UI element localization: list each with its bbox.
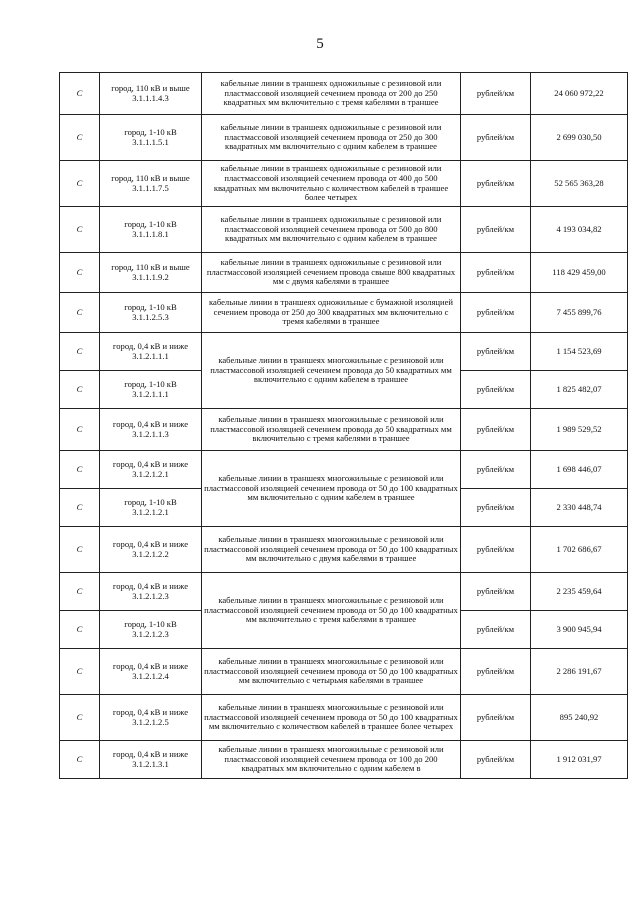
category-code: C — [60, 611, 100, 649]
description-cell: кабельные линии в траншеях многожильные с резиновой или пластмассовой изоляцией сечением провода от 50 до 100 квадратных мм включительно с двумя кабелями в траншее — [202, 527, 461, 573]
category-code: C — [60, 527, 100, 573]
territory-cell — [100, 293, 202, 333]
description-cell: кабельные линии в траншеях многожильные с резиновой или пластмассовой изоляцией сечением провода от 50 до 100 квадратных мм включительно с количеством кабелей в траншее более четырех — [202, 695, 461, 741]
value-cell: 2 330 448,74 — [531, 489, 628, 527]
page-number: 5 — [316, 36, 324, 52]
table-row — [60, 333, 628, 371]
category-code: C — [60, 161, 100, 207]
unit-cell: рублей/км — [461, 207, 531, 253]
territory-cell — [100, 741, 202, 779]
territory-text: город, 1-10 кВ — [124, 218, 177, 229]
description-cell: кабельные линии в траншеях одножильные с бумажной изоляцией сечением провода от 250 до 300 квадратных мм включительно с тремя кабелями в траншее — [202, 293, 461, 333]
value-cell: 1 825 482,07 — [531, 371, 628, 409]
description-cell: кабельные линии в траншеях многожильные с резиновой или пластмассовой изоляцией сечением провода от 100 до 200 квадратных мм включительно с одним кабелем в — [202, 741, 461, 779]
territory-cell — [100, 573, 202, 611]
description-cell: кабельные линии в траншеях одножильные с резиновой или пластмассовой изоляцией сечением провода свыше 800 квадратных мм с двумя кабелями в траншее — [202, 253, 461, 293]
territory-cell — [100, 371, 202, 409]
territory-text: город, 1-10 кВ — [124, 126, 177, 137]
territory-text: город, 0,4 кВ и ниже — [112, 748, 189, 759]
territory-cell — [100, 115, 202, 161]
index-code: 3.1.2.1.2.2 — [132, 548, 169, 559]
territory-cell — [100, 649, 202, 695]
index-code: 3.1.2.1.1.1 — [132, 388, 169, 399]
unit-cell: рублей/км — [461, 115, 531, 161]
category-code: C — [60, 333, 100, 371]
value-cell: 24 060 972,22 — [531, 73, 628, 115]
table-row — [60, 207, 628, 253]
territory-text: город, 0,4 кВ и ниже — [112, 660, 189, 671]
table-row — [60, 695, 628, 741]
description-cell: кабельные линии в траншеях одножильные с резиновой или пластмассовой изоляцией сечением провода от 250 до 300 квадратных мм включительно с одним кабелем в траншее — [202, 115, 461, 161]
description-cell: кабельные линии в траншеях многожильные с резиновой или пластмассовой изоляцией сечением провода от 50 до 100 квадратных мм включительно с четырьмя кабелями в траншее — [202, 649, 461, 695]
category-code: C — [60, 115, 100, 161]
index-code: 3.1.2.1.2.5 — [132, 716, 169, 727]
value-cell: 2 235 459,64 — [531, 573, 628, 611]
value-cell: 1 154 523,69 — [531, 333, 628, 371]
description-cell: кабельные линии в траншеях многожильные с резиновой или пластмассовой изоляцией сечением провода до 50 квадратных мм включительно с одним кабелем в траншее — [202, 333, 461, 409]
value-cell: 1 698 446,07 — [531, 451, 628, 489]
territory-cell — [100, 409, 202, 451]
value-cell: 4 193 034,82 — [531, 207, 628, 253]
value-cell: 52 565 363,28 — [531, 161, 628, 207]
table-row — [60, 451, 628, 489]
unit-cell: рублей/км — [461, 741, 531, 779]
territory-cell — [100, 611, 202, 649]
category-code: C — [60, 73, 100, 115]
unit-cell: рублей/км — [461, 293, 531, 333]
territory-text: город, 0,4 кВ и ниже — [112, 458, 189, 469]
value-cell: 3 900 945,94 — [531, 611, 628, 649]
unit-cell: рублей/км — [461, 695, 531, 741]
territory-cell — [100, 73, 202, 115]
category-code: C — [60, 293, 100, 333]
category-code: C — [60, 451, 100, 489]
table-row — [60, 527, 628, 573]
category-code: C — [60, 695, 100, 741]
category-code: C — [60, 409, 100, 451]
index-code: 3.1.2.1.2.3 — [132, 628, 169, 639]
index-code: 3.1.2.1.2.3 — [132, 590, 169, 601]
description-cell: кабельные линии в траншеях одножильные с резиновой или пластмассовой изоляцией сечением провода от 200 до 250 квадратных мм включительно с тремя кабелями в траншее — [202, 73, 461, 115]
description-cell: кабельные линии в траншеях одножильные с резиновой или пластмассовой изоляцией сечением провода от 500 до 800 квадратных мм включительно с одним кабелем в траншее — [202, 207, 461, 253]
territory-cell — [100, 489, 202, 527]
value-cell: 1 702 686,67 — [531, 527, 628, 573]
unit-cell: рублей/км — [461, 73, 531, 115]
unit-cell: рублей/км — [461, 451, 531, 489]
unit-cell: рублей/км — [461, 409, 531, 451]
territory-text: город, 0,4 кВ и ниже — [112, 340, 189, 351]
category-code: C — [60, 207, 100, 253]
territory-cell — [100, 333, 202, 371]
territory-cell — [100, 451, 202, 489]
table-row — [60, 253, 628, 293]
index-code: 3.1.1.1.7.5 — [132, 182, 169, 193]
table-row — [60, 293, 628, 333]
index-code: 3.1.1.1.4.3 — [132, 92, 169, 103]
territory-text: город, 1-10 кВ — [124, 378, 177, 389]
index-code: 3.1.2.1.1.3 — [132, 428, 169, 439]
description-cell: кабельные линии в траншеях многожильные с резиновой или пластмассовой изоляцией сечением провода от 50 до 100 квадратных мм включительно с тремя кабелями в траншее — [202, 573, 461, 649]
unit-cell: рублей/км — [461, 161, 531, 207]
value-cell: 118 429 459,00 — [531, 253, 628, 293]
category-code: C — [60, 253, 100, 293]
index-code: 3.1.1.1.5.1 — [132, 136, 169, 147]
index-code: 3.1.1.1.8.1 — [132, 228, 169, 239]
value-cell: 1 989 529,52 — [531, 409, 628, 451]
table-row — [60, 161, 628, 207]
territory-text: город, 0,4 кВ и ниже — [112, 538, 189, 549]
index-code: 3.1.2.1.1.1 — [132, 350, 169, 361]
territory-text: город, 110 кВ и выше — [111, 82, 190, 93]
unit-cell: рублей/км — [461, 649, 531, 695]
description-cell: кабельные линии в траншеях многожильные с резиновой или пластмассовой изоляцией сечением провода до 50 квадратных мм включительно с тремя кабелями в траншее — [202, 409, 461, 451]
table-row — [60, 741, 628, 779]
unit-cell: рублей/км — [461, 489, 531, 527]
index-code: 3.1.2.1.2.4 — [132, 670, 169, 681]
territory-text: город, 1-10 кВ — [124, 618, 177, 629]
index-code: 3.1.2.1.3.1 — [132, 758, 169, 769]
unit-cell: рублей/км — [461, 611, 531, 649]
category-code: C — [60, 741, 100, 779]
description-cell: кабельные линии в траншеях многожильные с резиновой или пластмассовой изоляцией сечением провода от 50 до 100 квадратных мм включительно с одним кабелем в траншее — [202, 451, 461, 527]
tariff-table — [59, 72, 628, 779]
territory-cell — [100, 695, 202, 741]
value-cell: 895 240,92 — [531, 695, 628, 741]
unit-cell: рублей/км — [461, 371, 531, 409]
value-cell: 7 455 899,76 — [531, 293, 628, 333]
territory-text: город, 110 кВ и выше — [111, 172, 190, 183]
value-cell: 2 286 191,67 — [531, 649, 628, 695]
index-code: 3.1.2.1.2.1 — [132, 506, 169, 517]
territory-text: город, 1-10 кВ — [124, 496, 177, 507]
table-row — [60, 409, 628, 451]
table-row — [60, 649, 628, 695]
territory-cell — [100, 527, 202, 573]
territory-text: город, 0,4 кВ и ниже — [112, 418, 189, 429]
unit-cell: рублей/км — [461, 333, 531, 371]
territory-text: город, 110 кВ и выше — [111, 261, 190, 272]
index-code: 3.1.1.2.5.3 — [132, 311, 169, 322]
value-cell: 1 912 031,97 — [531, 741, 628, 779]
territory-text: город, 0,4 кВ и ниже — [112, 706, 189, 717]
unit-cell: рублей/км — [461, 253, 531, 293]
category-code: C — [60, 573, 100, 611]
territory-text: город, 0,4 кВ и ниже — [112, 580, 189, 591]
territory-cell — [100, 253, 202, 293]
category-code: C — [60, 371, 100, 409]
description-cell: кабельные линии в траншеях одножильные с резиновой или пластмассовой изоляцией сечением провода от 400 до 500 квадратных мм включительно с количеством кабелей в траншее более четырех — [202, 161, 461, 207]
territory-cell — [100, 161, 202, 207]
index-code: 3.1.2.1.2.1 — [132, 468, 169, 479]
category-code: C — [60, 649, 100, 695]
unit-cell: рублей/км — [461, 573, 531, 611]
value-cell: 2 699 030,50 — [531, 115, 628, 161]
territory-text: город, 1-10 кВ — [124, 301, 177, 312]
category-code: C — [60, 489, 100, 527]
table-row — [60, 115, 628, 161]
territory-cell — [100, 207, 202, 253]
unit-cell: рублей/км — [461, 527, 531, 573]
index-code: 3.1.1.1.9.2 — [132, 271, 169, 282]
table-row — [60, 73, 628, 115]
table-row — [60, 573, 628, 611]
